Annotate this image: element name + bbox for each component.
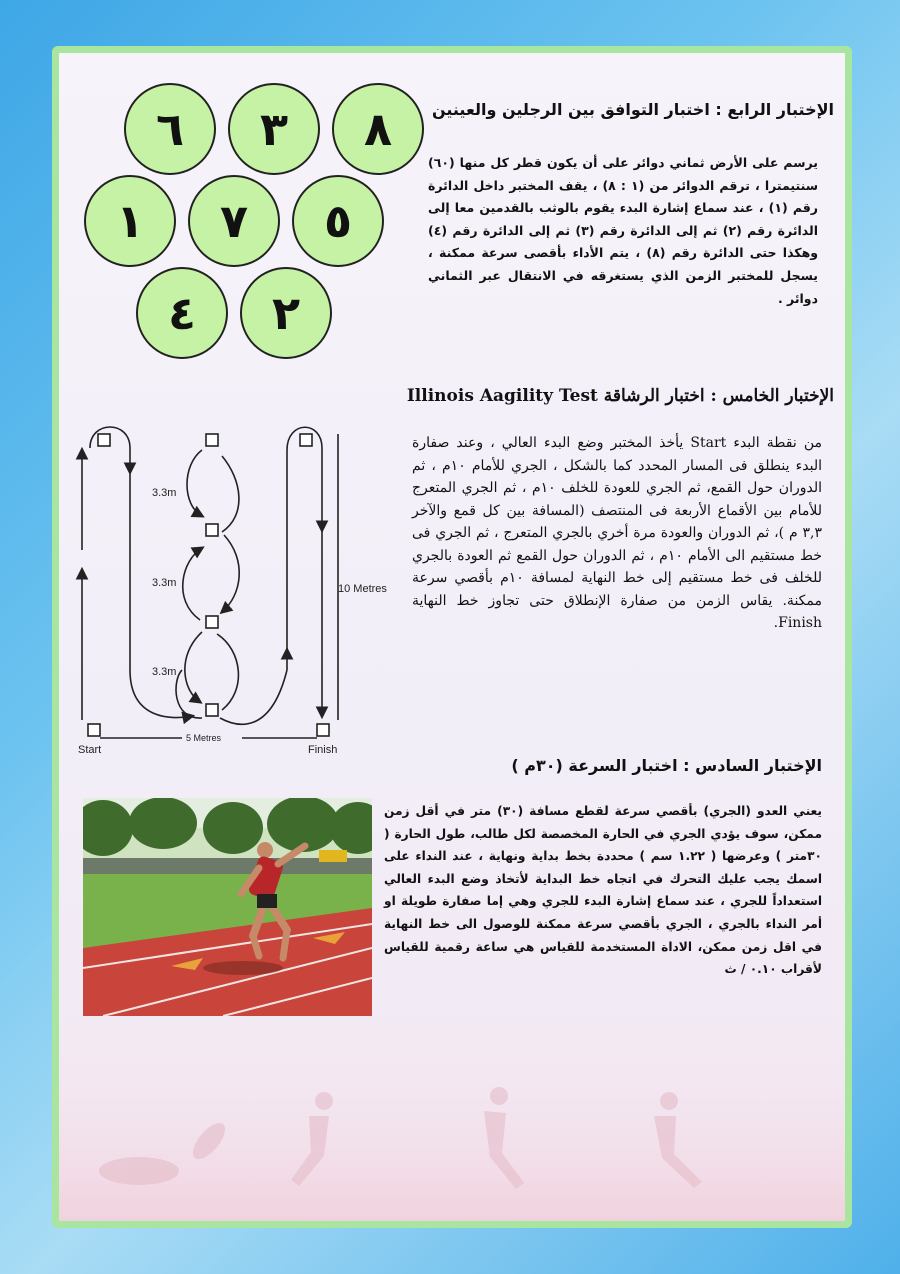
label-3-3m-middle: 3.3m [152,577,177,589]
test5-title: الإختبار الخامس : اختبار الرشاقة Illinois Aagility Test [406,386,834,406]
test4-body: يرسم على الأرض ثماني دوائر على أن يكون قطر كل منها (٦٠) سنتيمترا ، ترقم الدوائر من (١ : ٨) ، يقف المختبر داخل الدائرة رقم (١) ، عند سماع إشارة البدء يقوم بالوثب بالقدمين معا إلى الدائرة رقم (٢) ثم إلى الدائرة رقم (٣) ثم إلى الدائرة رقم (٤) وهكذا حتى الدائرة رقم (٨) ، يتم الأداء بأقصى سرعة ممكنة ، يسجل للمختبر الزمن الذي يستغرقه في الانتقال عبر الثماني دوائر . [428,155,819,306]
circle-2: ٢ [240,267,332,359]
test5-body: من نقطة البدء Start يأخذ المختبر وضع البدء العالي ، وعند صفارة البدء ينطلق فى المسار المحدد كما بالشكل ، الجري للأمام ١٠م ، ثم الدوران حول القمع، ثم الجري للعودة للخلف ١٠م ، ثم الجري المتعرج للأمام بين الأقماع الأربعة فى المنتصف (المسافة بين كل قمع والآخر ٣,٣ م )، ثم الدوران والعودة مرة أخري بالجري المتعرج ، ثم الجري فى خط مستقيم الى الأمام ١٠م ، ثم الدوران حول القمع ثم العودة بالجري للخلف فى خط مستقيم إلى خط النهاية لمسافة ١٠م بأقصي سرعة ممكنة. يقاس الزمن من صفارة الإنطلاق حتى تجاوز خط النهاية Finish. [412,435,822,631]
circle-1: ١ [84,175,176,267]
sprinter-photo [83,798,372,1016]
circle-6: ٦ [124,83,216,175]
circle-8: ٨ [332,83,424,175]
label-finish: Finish [308,744,338,756]
test6-body: يعني العدو (الجري) بأقصي سرعة لقطع مسافة (٣٠) متر في أقل زمن ممكن، سوف يؤدي الجري في الحارة المخصصة لكل طالب، طول الحارة ( ٣٠متر ) وعرضها ( ١.٢٢ سم ) محددة بخط بداية ونهاية ، عند النداء على اسمك يجب عليك التحرك في اتجاه خط البداية لأتخاذ وضع البدء العالي استعداداً للجري ، عند سماع إشارة البدء للجري وهي إما صفارة طويلة او أمر النداء بالجري ، الجري بأقصي سرعة ممكنة للوصول الى خط النهاية في اقل زمن ممكن، الاداة المستخدمة للقياس هي ساعة رقمية للقياس لأقراب ٠.١٠ / ث [384,804,823,977]
test6-title: الإختبار السادس : اختبار السرعة (٣٠م ) [511,756,822,775]
circle-3: ٣ [228,83,320,175]
circle-4: ٤ [136,267,228,359]
label-3-3m-bottom: 3.3m [152,666,177,678]
runners-decoration [59,1041,852,1221]
label-5-metres: 5 Metres [186,733,222,743]
label-start: Start [78,744,102,756]
test4-title: الإختبار الرابع : اختبار التوافق بين الرجلين والعينين [431,100,834,119]
label-10-metres: 10 Metres [338,583,387,595]
illinois-course-diagram [72,420,402,765]
label-3-3m-top: 3.3m [152,487,177,499]
circle-5: ٥ [292,175,384,267]
circle-7: ٧ [188,175,280,267]
